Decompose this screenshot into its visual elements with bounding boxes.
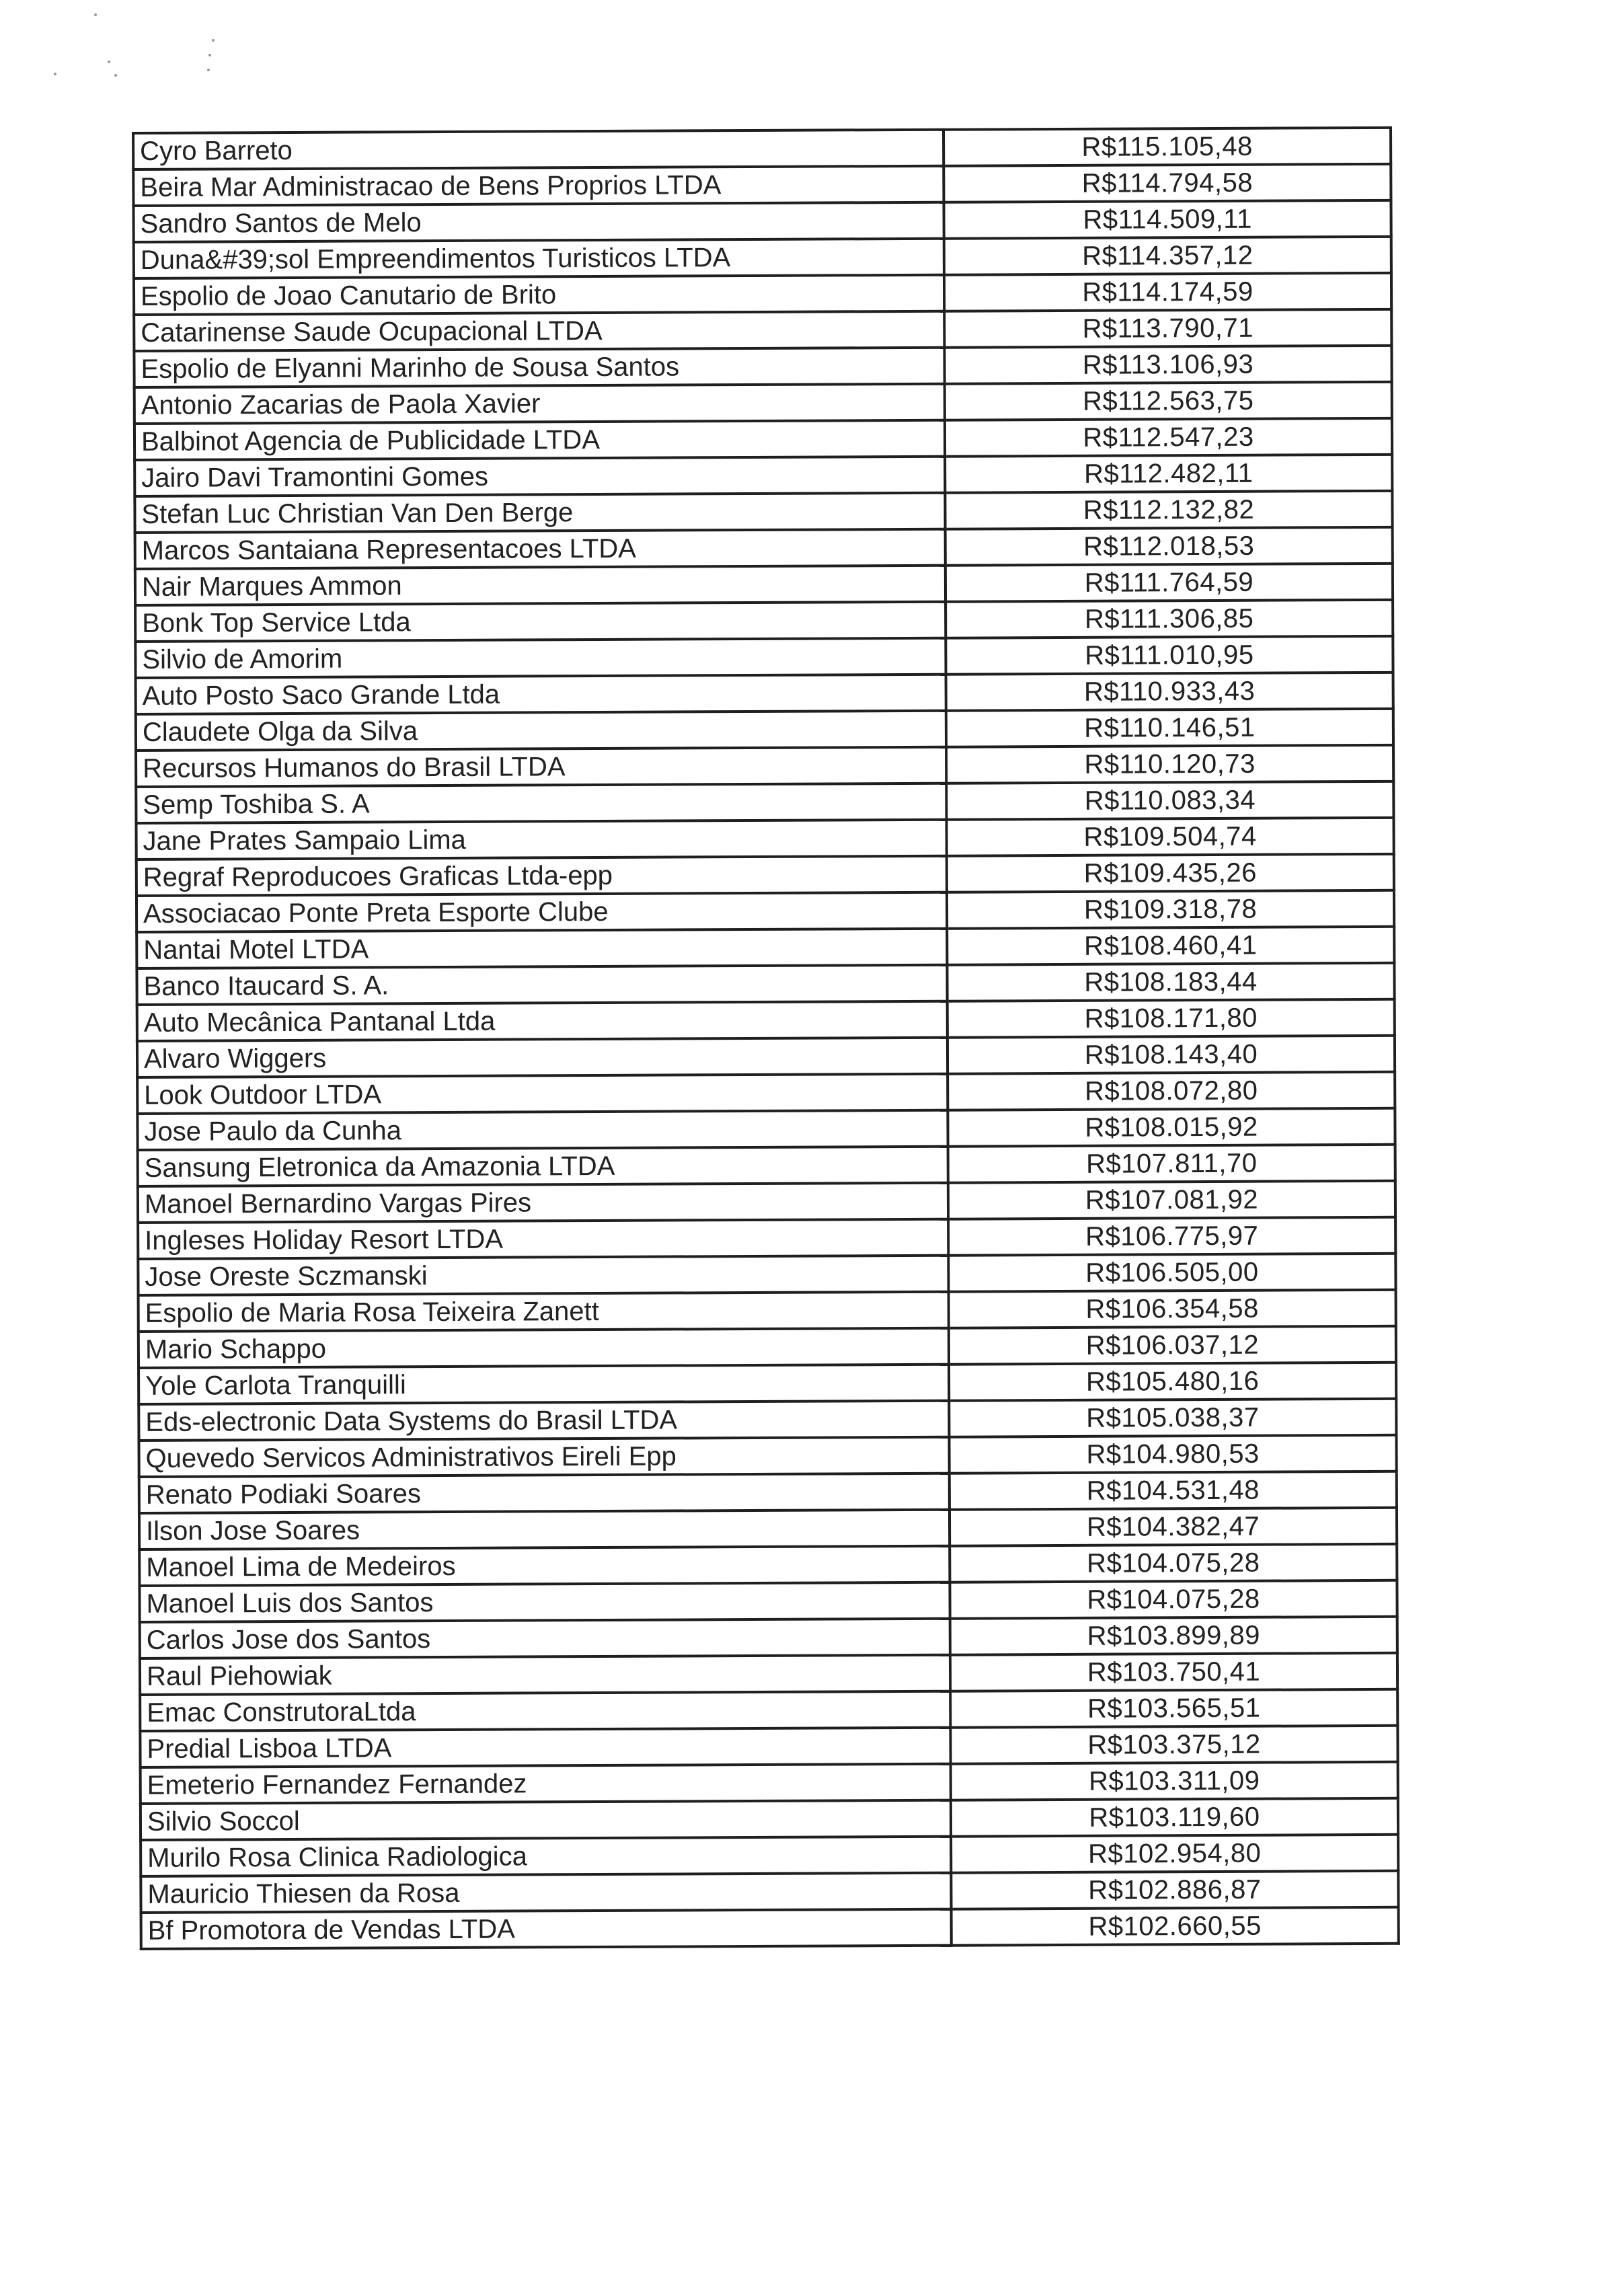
table-row [133, 164, 1391, 206]
amount-cell: R$104.531,48 [950, 1471, 1397, 1510]
creditor-name-cell: Raul Piehowiak [140, 1655, 950, 1695]
creditor-name-cell: Espolio de Joao Canutario de Brito [134, 275, 944, 315]
amount-cell: R$105.038,37 [949, 1399, 1396, 1437]
table-row [139, 1363, 1396, 1404]
amount-cell: R$104.382,47 [950, 1508, 1397, 1546]
amount-cell: R$106.354,58 [949, 1290, 1396, 1328]
table-row [139, 1326, 1396, 1368]
amount-cell: R$113.790,71 [944, 309, 1391, 348]
creditor-name-cell: Eds-electronic Data Systems do Brasil LTDA [139, 1401, 949, 1441]
table-row [135, 564, 1393, 605]
table-row [137, 1108, 1395, 1150]
table-row [135, 527, 1393, 569]
creditor-name-cell: Sandro Santos de Melo [133, 202, 943, 242]
table-row [134, 273, 1391, 315]
creditor-name-cell: Marcos Santaiana Representacoes LTDA [135, 529, 946, 569]
amount-cell: R$108.072,80 [948, 1072, 1395, 1110]
amount-cell: R$112.563,75 [945, 382, 1392, 420]
table-row [141, 1762, 1398, 1804]
amount-cell: R$103.311,09 [951, 1762, 1398, 1800]
table-row [141, 1835, 1398, 1876]
creditor-name-cell: Antonio Zacarias de Paola Xavier [134, 384, 945, 424]
table-row [139, 1471, 1397, 1513]
creditor-name-cell: Auto Posto Saco Grande Ltda [136, 675, 946, 714]
table-row [134, 237, 1391, 278]
creditor-name-cell: Sansung Eletronica da Amazonia LTDA [138, 1147, 948, 1186]
table-row [136, 745, 1393, 787]
creditor-name-cell: Renato Podiaki Soares [139, 1474, 950, 1513]
table-row [140, 1726, 1397, 1767]
table-row [136, 781, 1393, 823]
amount-cell: R$104.980,53 [949, 1435, 1396, 1474]
creditor-name-cell: Manoel Luis dos Santos [139, 1582, 950, 1622]
amount-cell: R$103.565,51 [950, 1689, 1397, 1728]
table-row [134, 382, 1392, 424]
amount-cell: R$103.119,60 [951, 1798, 1398, 1837]
creditor-name-cell: Jose Paulo da Cunha [137, 1110, 948, 1150]
creditor-name-cell: Manoel Lima de Medeiros [139, 1546, 950, 1586]
table-row [139, 1399, 1396, 1441]
amount-cell: R$108.171,80 [948, 999, 1395, 1038]
creditor-name-cell: Auto Mecânica Pantanal Ltda [137, 1001, 948, 1041]
creditor-name-cell: Manoel Bernardino Vargas Pires [138, 1183, 948, 1223]
amount-cell: R$103.899,89 [950, 1617, 1397, 1655]
amount-cell: R$112.018,53 [946, 527, 1393, 566]
table-row [138, 1217, 1395, 1259]
amount-cell: R$109.435,26 [947, 854, 1394, 892]
creditor-name-cell: Duna&#39;sol Empreendimentos Turisticos LTDA [134, 239, 944, 278]
amount-cell: R$103.750,41 [950, 1653, 1397, 1691]
table-row [136, 709, 1393, 751]
creditor-name-cell: Jairo Davi Tramontini Gomes [134, 457, 945, 496]
creditor-table [132, 126, 1400, 1950]
amount-cell: R$104.075,28 [950, 1580, 1397, 1619]
amount-cell: R$106.775,97 [948, 1217, 1395, 1256]
table-row [134, 346, 1391, 387]
creditor-name-cell: Recursos Humanos do Brasil LTDA [136, 747, 946, 787]
table-row [141, 1907, 1399, 1949]
table-row [141, 1871, 1398, 1913]
amount-cell: R$110.120,73 [946, 745, 1393, 783]
table-row [139, 1544, 1397, 1586]
creditor-name-cell: Espolio de Maria Rosa Teixeira Zanett [139, 1292, 949, 1332]
creditor-name-cell: Jose Oreste Sczmanski [138, 1256, 948, 1295]
table-row [135, 636, 1393, 678]
creditor-name-cell: Murilo Rosa Clinica Radiologica [141, 1837, 951, 1876]
table-row [133, 128, 1391, 169]
creditor-name-cell: Bonk Top Service Ltda [135, 602, 946, 642]
creditor-name-cell: Cyro Barreto [133, 130, 943, 169]
table-row [134, 491, 1392, 533]
creditor-name-cell: Semp Toshiba S. A [136, 783, 946, 823]
table-row [139, 1508, 1397, 1549]
amount-cell: R$106.037,12 [949, 1326, 1396, 1365]
table-row [134, 418, 1392, 460]
table-row [136, 818, 1393, 859]
amount-cell: R$108.015,92 [948, 1108, 1395, 1147]
amount-cell: R$107.081,92 [948, 1181, 1395, 1219]
table-row [134, 455, 1392, 496]
creditor-name-cell: Nair Marques Ammon [135, 566, 946, 605]
amount-cell: R$106.505,00 [948, 1254, 1395, 1292]
amount-cell: R$112.547,23 [945, 418, 1392, 457]
creditor-name-cell: Mario Schappo [139, 1328, 949, 1368]
amount-cell: R$107.811,70 [948, 1145, 1395, 1183]
amount-cell: R$114.357,12 [944, 237, 1391, 275]
table-row [137, 1036, 1395, 1077]
creditor-name-cell: Catarinense Saude Ocupacional LTDA [134, 311, 944, 351]
table-row [137, 963, 1394, 1005]
creditor-name-cell: Carlos Jose dos Santos [140, 1619, 950, 1658]
table-row [135, 600, 1393, 642]
table-row [137, 927, 1394, 968]
scan-specks [40, 7, 242, 87]
table-row [139, 1435, 1396, 1477]
amount-cell: R$109.318,78 [947, 890, 1394, 929]
creditor-name-cell: Emeterio Fernandez Fernandez [141, 1764, 951, 1804]
amount-cell: R$112.132,82 [945, 491, 1392, 529]
creditor-name-cell: Espolio de Elyanni Marinho de Sousa Santos [134, 348, 944, 387]
table-row [133, 200, 1391, 242]
creditor-name-cell: Silvio Soccol [141, 1800, 951, 1840]
table-row [138, 1254, 1395, 1295]
creditor-name-cell: Alvaro Wiggers [137, 1038, 948, 1077]
amount-cell: R$109.504,74 [946, 818, 1393, 856]
creditor-name-cell: Balbinot Agencia de Publicidade LTDA [134, 420, 945, 460]
table-row [137, 1072, 1395, 1114]
creditor-name-cell: Jane Prates Sampaio Lima [136, 820, 946, 859]
table-row [134, 309, 1391, 351]
table-row [139, 1290, 1396, 1332]
amount-cell: R$112.482,11 [945, 455, 1392, 493]
creditor-name-cell: Claudete Olga da Silva [136, 711, 946, 751]
amount-cell: R$110.083,34 [946, 781, 1393, 820]
amount-cell: R$110.933,43 [946, 673, 1393, 711]
creditor-name-cell: Regraf Reproducoes Graficas Ltda-epp [137, 856, 947, 896]
creditor-name-cell: Ilson Jose Soares [139, 1510, 950, 1549]
table-row [139, 1580, 1397, 1622]
amount-cell: R$108.183,44 [947, 963, 1394, 1001]
table-row [141, 1798, 1398, 1840]
amount-cell: R$114.174,59 [944, 273, 1391, 311]
amount-cell: R$104.075,28 [950, 1544, 1397, 1582]
creditor-name-cell: Emac ConstrutoraLtda [140, 1691, 950, 1731]
table-row [137, 890, 1394, 932]
amount-cell: R$103.375,12 [950, 1726, 1397, 1764]
table-row [136, 673, 1393, 714]
table-row [140, 1617, 1397, 1658]
table-row [138, 1181, 1395, 1223]
amount-cell: R$108.143,40 [948, 1036, 1395, 1074]
table-row [138, 1145, 1395, 1186]
amount-cell: R$111.764,59 [946, 564, 1393, 602]
creditor-name-cell: Beira Mar Administracao de Bens Proprios LTDA [133, 166, 943, 206]
amount-cell: R$111.010,95 [946, 636, 1393, 675]
amount-cell: R$114.794,58 [943, 164, 1391, 202]
creditor-name-cell: Yole Carlota Tranquilli [139, 1365, 949, 1404]
amount-cell: R$108.460,41 [947, 927, 1394, 965]
amount-cell: R$111.306,85 [946, 600, 1393, 638]
amount-cell: R$114.509,11 [943, 200, 1391, 239]
table-row [140, 1689, 1397, 1731]
table-row [140, 1653, 1397, 1695]
creditor-name-cell: Mauricio Thiesen da Rosa [141, 1873, 951, 1913]
creditor-name-cell: Quevedo Servicos Administrativos Eireli Epp [139, 1437, 949, 1477]
creditor-name-cell: Stefan Luc Christian Van Den Berge [134, 493, 945, 533]
creditor-name-cell: Look Outdoor LTDA [137, 1074, 948, 1114]
amount-cell: R$102.954,80 [951, 1835, 1398, 1873]
table-row [137, 854, 1394, 896]
creditor-table-body [133, 128, 1399, 1949]
creditor-name-cell: Predial Lisboa LTDA [140, 1728, 950, 1767]
amount-cell: R$115.105,48 [943, 128, 1391, 166]
table-row [137, 999, 1395, 1041]
amount-cell: R$110.146,51 [946, 709, 1393, 747]
creditor-name-cell: Bf Promotora de Vendas LTDA [141, 1909, 952, 1949]
creditor-name-cell: Banco Itaucard S. A. [137, 965, 947, 1005]
amount-cell: R$102.886,87 [951, 1871, 1398, 1909]
amount-cell: R$105.480,16 [949, 1363, 1396, 1401]
creditor-name-cell: Silvio de Amorim [135, 638, 946, 678]
amount-cell: R$113.106,93 [944, 346, 1391, 384]
creditor-name-cell: Nantai Motel LTDA [137, 929, 947, 968]
creditor-name-cell: Ingleses Holiday Resort LTDA [138, 1219, 948, 1259]
creditor-name-cell: Associacao Ponte Preta Esporte Clube [137, 892, 947, 932]
amount-cell: R$102.660,55 [952, 1907, 1399, 1946]
